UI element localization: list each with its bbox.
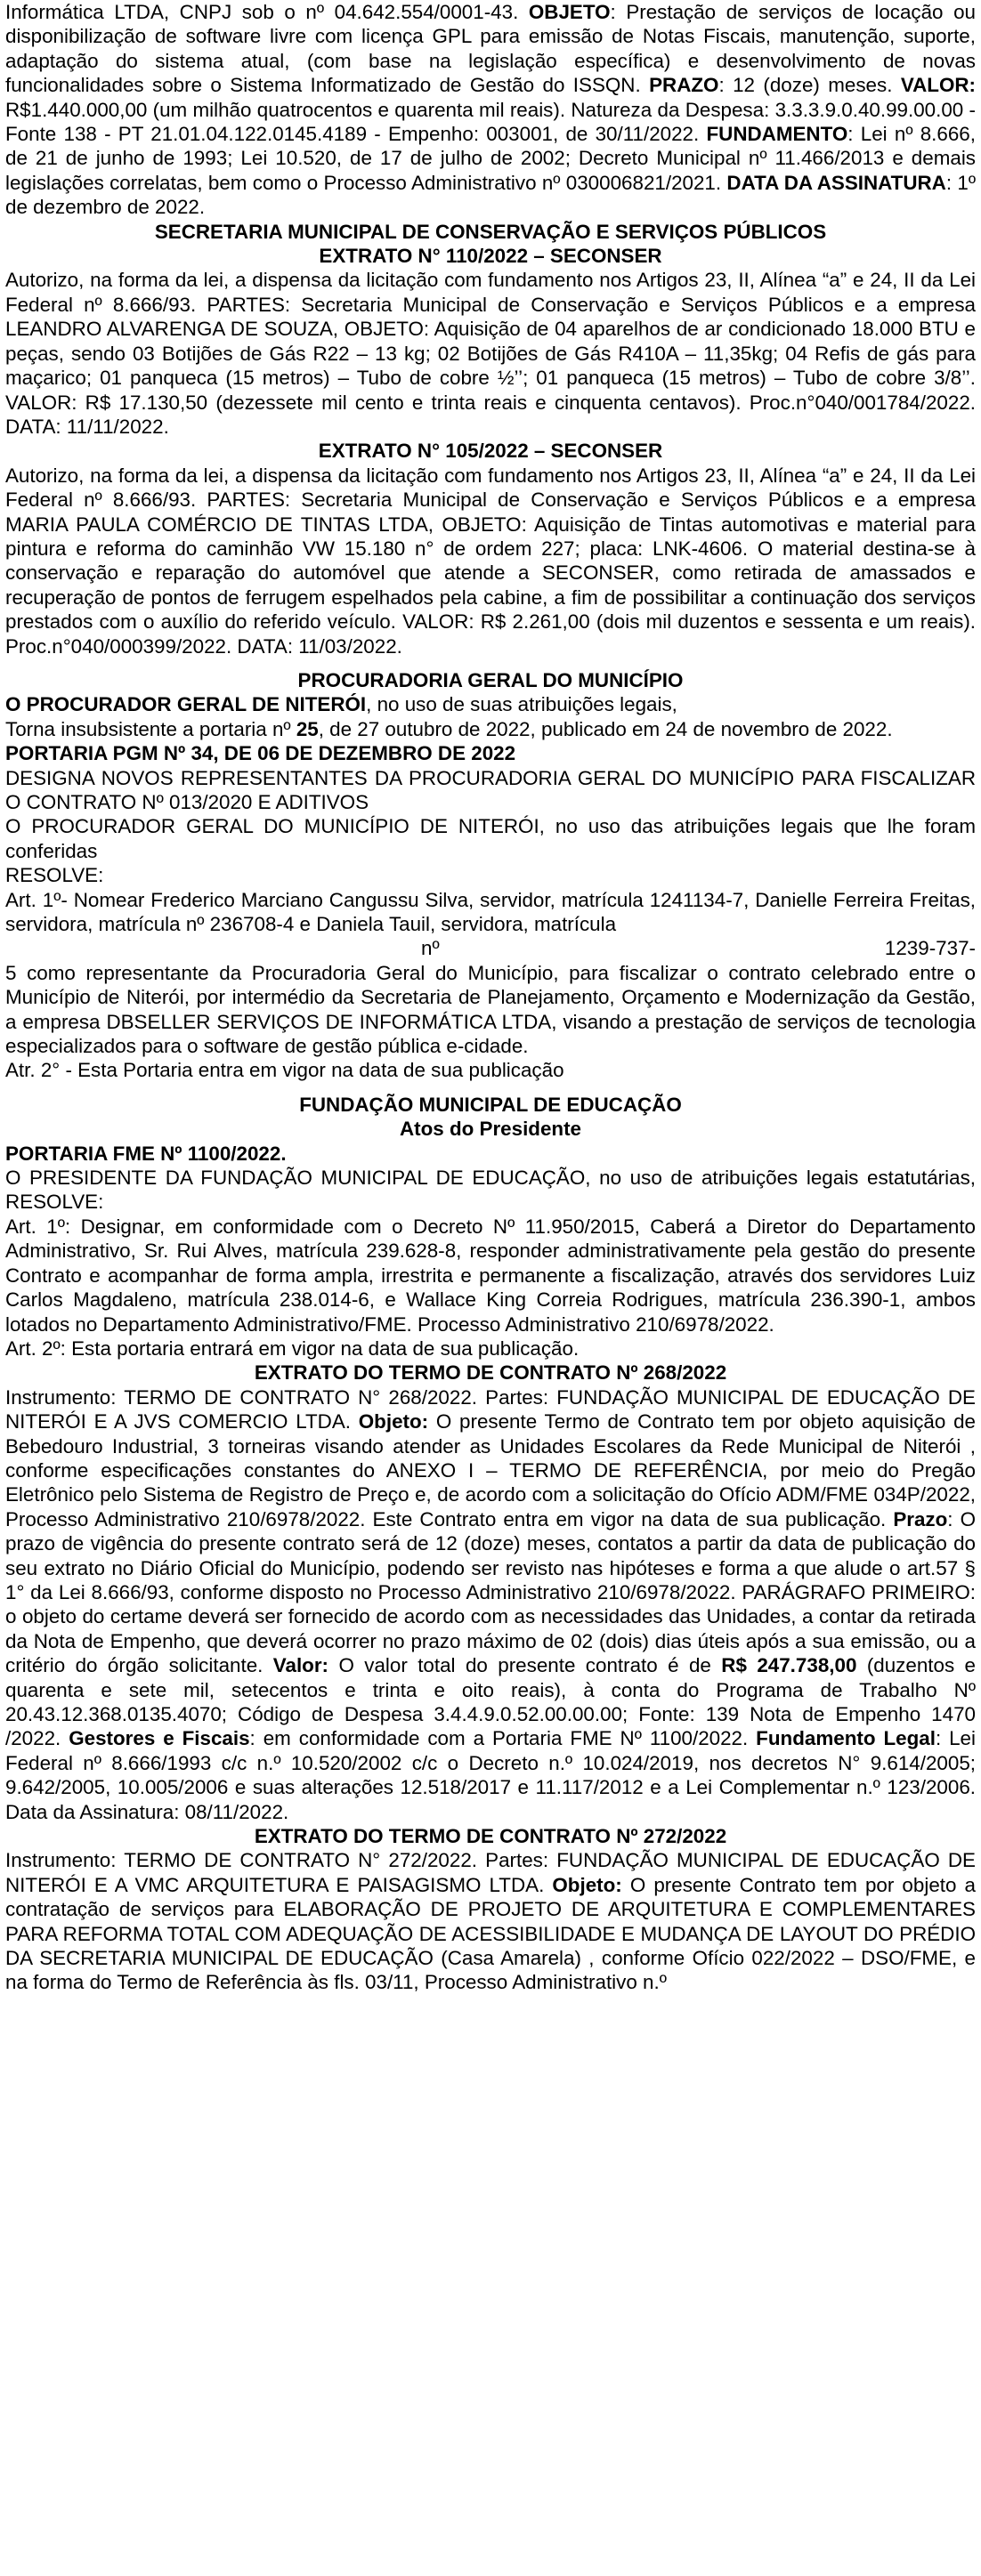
section-heading: FUNDAÇÃO MUNICIPAL DE EDUCAÇÃO (299, 1093, 682, 1116)
article-1: Art. 1º: Designar, em conformidade com o Decreto Nº 11.950/2015, Caberá a Diretor do Departamento Administrativo, Sr. Rui Alves, matrícula 239.628-8, responder administrativamente pela gestão do presente Contrato e acompanhar de forma ampla, irrestrita e permanente a fiscalização, através dos servidores Luiz Carlos Magdaleno, matrícula 238.014-6, e Wallace King Correia Rodrigues, matrícula 236.390-1, ambos lotados no Departamento Administrativo/FME. Processo Administrativo 210/6978/2022. (5, 1215, 976, 1336)
text-run: R$1.440.000,00 (um milhão quatrocentos e quarenta mil reais). Natureza da Despesa: 3.3.3.9.0.40.99.00.00 - Fonte 138 - PT 21.01.04.122.0145.4189 - Empenho: 003001, de 30/11/2022. (5, 98, 976, 146)
resolve-label: RESOLVE: (5, 864, 104, 887)
text-run: Instrumento: TERMO DE CONTRATO N° 268/2022. Partes: FUNDAÇÃO MUNICIPAL DE EDUCAÇÃO DE NITERÓI E A JVS COMERCIO LTDA. (5, 1385, 976, 1433)
text-run-bold: Valor: (272, 1654, 329, 1677)
text-run-bold: Prazo (893, 1507, 948, 1530)
text-run: , de 27 outubro de 2022, publicado em 24 de novembro de 2022. (318, 717, 893, 740)
portaria-preamble: O PRESIDENTE DA FUNDAÇÃO MUNICIPAL DE EDUCAÇÃO, no uso de atribuições legais estatutárias, RESOLVE: (5, 1167, 976, 1214)
text-run-bold: Fundamento Legal (756, 1727, 936, 1750)
text-run-bold: R$ 247.738,00 (721, 1654, 857, 1677)
text-run-bold: Objeto: (358, 1410, 429, 1433)
text-run-bold: 25 (296, 717, 319, 740)
article-1-continued: 5 como representante da Procuradoria Geral do Município, para fiscalizar o contrato celebrado entre o Município de Niterói, por intermédio da Secretaria de Planejamento, Orçamento e Modernização da Gestão, a empresa DBSELLER SERVIÇOS DE INFORMÁTICA LTDA, visando a prestação de serviços de tecnologia especializados para o software de gestão pública e-cidade. (5, 961, 976, 1058)
article-1-spread-line (5, 936, 976, 960)
section-heading: PROCURADORIA GERAL DO MUNICÍPIO (297, 668, 684, 691)
portaria-heading: PORTARIA FME Nº 1100/2022. (5, 1142, 287, 1165)
text-run: nº (421, 937, 440, 960)
procurador-intro (5, 692, 976, 716)
extract-body: Autorizo, na forma da lei, a dispensa da licitação com fundamento nos Artigos 23, II, Alínea “a” e 24, II da Lei Federal nº 8.666/93. PARTES: Secretaria Municipal de Conservação e Serviços Públicos e a empresa MARIA PAULA COMÉRCIO DE TINTAS LTDA, OBJETO: Aquisição de Tintas automotivas e material para pintura e reforma do caminhão VW 15.180 n° de ordem 227; placa: LNK-4606. O material destina-se à conservação e reparação do automóvel que atende a SECONSER, como retirada de amassados e recuperação de pontos de ferrugem espelhados pela cabine, a fim de possibilitar a continuação dos serviços prestados com o auxílio do referido veículo. VALOR: R$ 2.261,00 (dois mil duzentos e sessenta e um reais). Proc.n°040/000399/2022. DATA: 11/03/2022. (5, 464, 976, 658)
text-run: (duzentos e quarenta e sete mil, setecentos e trinta e oito reais), à conta do Programa de Trabalho Nº 20.43.12.368.0135.4070; Código de Despesa 3.4.4.9.0.52.00.00.00; Fonte: 139 Nota de Empenho 1470 /2022. (5, 1654, 977, 1750)
subsection-heading: Atos do Presidente (399, 1118, 582, 1141)
extract-heading: EXTRATO DO TERMO DE CONTRATO Nº 272/2022 (254, 1825, 727, 1848)
text-run: : O prazo de vigência do presente contrato será de 12 (doze) meses, contatos a partir da data de publicação do seu extrato no Diário Oficial do Município, podendo ser revisto nas hipóteses e forma a que alude o art.57 § 1° da Lei 8.666/93, conforme disposto no Processo Administrativo 210/6978/2022. PARÁGRAFO PRIMEIRO: o objeto do certame deverá ser fornecido de acordo com as necessidades das Unidades, a contar da retirada da Nota de Empenho, que deverá ocorrer no prazo máximo de 02 (dois) dias úteis após a sua emissão, ou a critério do órgão solicitante. (5, 1507, 976, 1677)
extract-body: Autorizo, na forma da lei, a dispensa da licitação com fundamento nos Artigos 23, II, Alínea “a” e 24, II da Lei Federal nº 8.666/93. PARTES: Secretaria Municipal de Conservação e Serviços Públicos e a empresa LEANDRO ALVARENGA DE SOUZA, OBJETO: Aquisição de 04 aparelhos de ar condicionado 18.000 BTU e peças, sendo 03 Botijões de Gás R22 – 13 kg; 02 Botijões de Gás R410A – 11,35kg; 04 Refis de gás para maçarico; 01 panqueca (15 metros) – Tubo de cobre ½’’; 01 panqueca (15 metros) – Tubo de cobre 3/8’’. VALOR: R$ 17.130,50 (dezessete mil cento e trinta reais e cinquenta centavos). Proc.n°040/001784/2022. DATA: 11/11/2022. (5, 269, 976, 438)
portaria-preamble: O PROCURADOR GERAL DO MUNICÍPIO DE NITERÓI, no uso das atribuições legais que lhe foram conferidas (5, 815, 976, 862)
text-run: , no uso de suas atribuições legais, (366, 693, 677, 716)
article-1: Art. 1º- Nomear Frederico Marciano Cangussu Silva, servidor, matrícula 1241134-7, Danielle Ferreira Freitas, servidora, matrícula nº 236708-4 e Daniela Tauil, servidora, matrícula (5, 888, 976, 936)
text-run: : 1º de dezembro de 2022. (5, 171, 976, 219)
text-run-bold: OBJETO (528, 1, 611, 23)
article-2: Atr. 2° - Esta Portaria entra em vigor na data de sua publicação (5, 1059, 564, 1082)
text-run-bold: Gestores e Fiscais (69, 1727, 250, 1750)
contract-extract-text (5, 0, 976, 220)
text-run: O presente Contrato tem por objeto a contratação de serviços para ELABORAÇÃO DE PROJETO DE ARQUITETURA E COMPLEMENTARES PARA REFORMA TOTAL COM ADEQUAÇÃO DE ACESSIBILIDADE E MUDANÇA DE LAYOUT DO PRÉDIO DA SECRETARIA MUNICIPAL DE EDUCAÇÃO (Casa Amarela) , conforme Ofício 022/2022 – DSO/FME, e na forma do Termo de Referência às fls. 03/11, Processo Administrativo n.º (5, 1873, 976, 1994)
portaria-subject: DESIGNA NOVOS REPRESENTANTES DA PROCURADORIA GERAL DO MUNICÍPIO PARA FISCALIZAR O CONTRATO Nº 013/2020 E ADITIVOS (5, 766, 976, 813)
section-heading: SECRETARIA MUNICIPAL DE CONSERVAÇÃO E SERVIÇOS PÚBLICOS (154, 220, 827, 243)
text-run-bold: FUNDAMENTO (706, 123, 848, 146)
text-run-bold: Objeto: (552, 1873, 622, 1896)
text-run: O valor total do presente contrato é de (328, 1654, 722, 1677)
text-run: : 12 (doze) meses. (718, 74, 901, 97)
text-run-bold: DATA DA ASSINATURA (726, 171, 946, 194)
text-run: 1239-737- (884, 937, 976, 960)
insubsistence-text (5, 717, 976, 741)
text-run: Informática LTDA, CNPJ sob o nº 04.642.554/0001-43. (5, 1, 529, 23)
contract-268-body (5, 1385, 976, 1824)
extract-heading: EXTRATO N° 110/2022 – SECONSER (319, 245, 662, 268)
text-run: : Lei Federal nº 8.666/1993 c/c n.º 10.520/2002 c/c o Decreto n.º 10.024/2019, nos decretos N° 9.614/2005; 9.642/2005, 10.005/2006 e suas alterações 12.518/2017 e 11.117/2012 e a Lei Complementar n.º 123/2006. Data da Assinatura: 08/11/2022. (5, 1727, 976, 1823)
extract-heading: EXTRATO DO TERMO DE CONTRATO Nº 268/2022 (254, 1361, 727, 1385)
text-run-bold: PRAZO (649, 74, 719, 97)
text-run: : Prestação de serviços de locação ou disponibilização de software livre com licença GPL para emissão de Notas Fiscais, manutenção, suporte, adaptação do sistema atual, (com base na legislação específica) e desenvolvimento de novas funcionalidades sobre o Sistema Informatizado de Gestão do ISSQN. (5, 1, 976, 97)
text-run-bold: VALOR: (900, 74, 976, 97)
portaria-heading: PORTARIA PGM Nº 34, DE 06 DE DEZEMBRO DE 2022 (5, 742, 516, 765)
text-run-bold: O PROCURADOR GERAL DE NITERÓI (5, 693, 367, 716)
contract-272-body (5, 1848, 976, 1994)
text-run: Torna insubsistente a portaria nº (5, 717, 296, 740)
text-run: O presente Termo de Contrato tem por objeto aquisição de Bebedouro Industrial, 3 torneiras visando atender as Unidades Escolares da Rede Municipal de Niterói , conforme especificações constantes do ANEXO I – TERMO DE REFERÊNCIA, por meio do Pregão Eletrônico pelo Sistema de Registro de Preço e, de acordo com a solicitação do Ofício ADM/FME 034P/2022, Processo Administrativo 210/6978/2022. Este Contrato entra em vigor na data de sua publicação. (5, 1410, 976, 1530)
text-run: : Lei nº 8.666, de 21 de junho de 1993; Lei 10.520, de 17 de julho de 2002; Decreto Municipal nº 11.466/2013 e demais legislações correlatas, bem como o Processo Administrativo nº 030006821/2021. (5, 123, 976, 194)
text-run: : em conformidade com a Portaria FME Nº 1100/2022. (249, 1727, 757, 1750)
extract-heading: EXTRATO N° 105/2022 – SECONSER (318, 440, 663, 463)
text-run: Instrumento: TERMO DE CONTRATO N° 272/2022. Partes: FUNDAÇÃO MUNICIPAL DE EDUCAÇÃO DE NITERÓI E A VMC ARQUITETURA E PAISAGISMO LTDA. (5, 1849, 976, 1896)
article-2: Art. 2º: Esta portaria entrará em vigor na data de sua publicação. (5, 1336, 580, 1360)
